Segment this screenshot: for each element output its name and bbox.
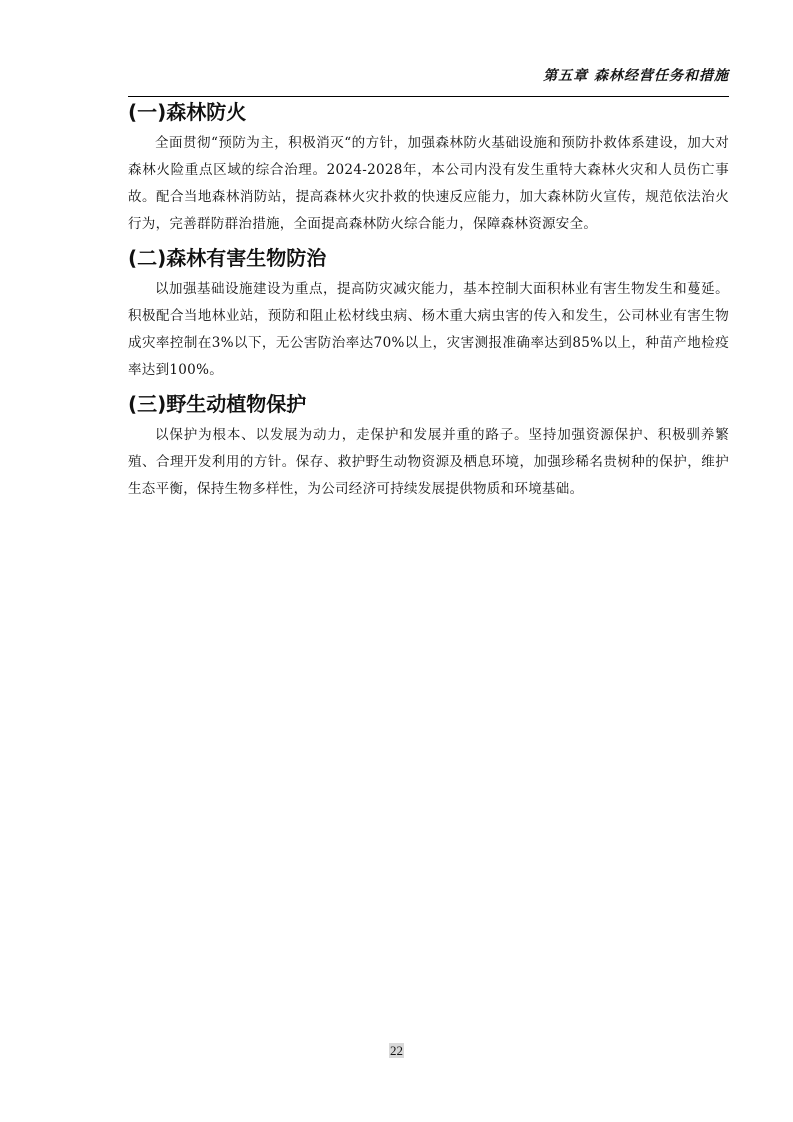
section-pest-control (128, 244, 729, 384)
page-number-label: 22 (390, 1043, 403, 1058)
section-paragraph: 全面贯彻“预防为主，积极消灭“的方针，加强森林防火基础设施和预防扑救体系建设，加大对森林火险重点区域的综合治理。2024-2028年，本公司内没有发生重特大森林火灾和人员伤亡事故。配合当地森林消防站，提高森林火灾扑救的快速反应能力，加大森林防火宣传，规范依法治火行为，完善群防群治措施，全面提高森林防火综合能力，保障森林资源安全。 (128, 135, 729, 232)
section-heading: (三)野生动植物保护 (128, 392, 307, 416)
document-body (128, 96, 729, 509)
section-paragraph: 以保护为根本、以发展为动力，走保护和发展并重的路子。坚持加强资源保护、积极驯养繁殖、合理开发利用的方针。保存、救护野生动物资源及栖息环境，加强珍稀名贵树种的保护，维护生态平衡，保持生物多样性，为公司经济可持续发展提供物质和环境基础。 (128, 427, 729, 497)
page-number (0, 1043, 793, 1059)
chapter-title: 第五章 森林经营任务和措施 (543, 68, 729, 84)
section-paragraph: 以加强基础设施建设为重点，提高防灾减灾能力，基本控制大面积林业有害生物发生和蔓延。积极配合当地林业站，预防和阻止松材线虫病、杨木重大病虫害的传入和发生，公司林业有害生物成灾率控制在3%以下，无公害防治率达70%以上，灾害测报准确率达到85%以上，种苗产地检疫率达到100%。 (128, 281, 729, 378)
section-heading: (二)森林有害生物防治 (128, 246, 327, 270)
section-fire-prevention (128, 98, 729, 238)
section-wildlife-protection (128, 390, 729, 503)
section-heading: (一)森林防火 (128, 100, 247, 124)
page-header (128, 62, 729, 97)
